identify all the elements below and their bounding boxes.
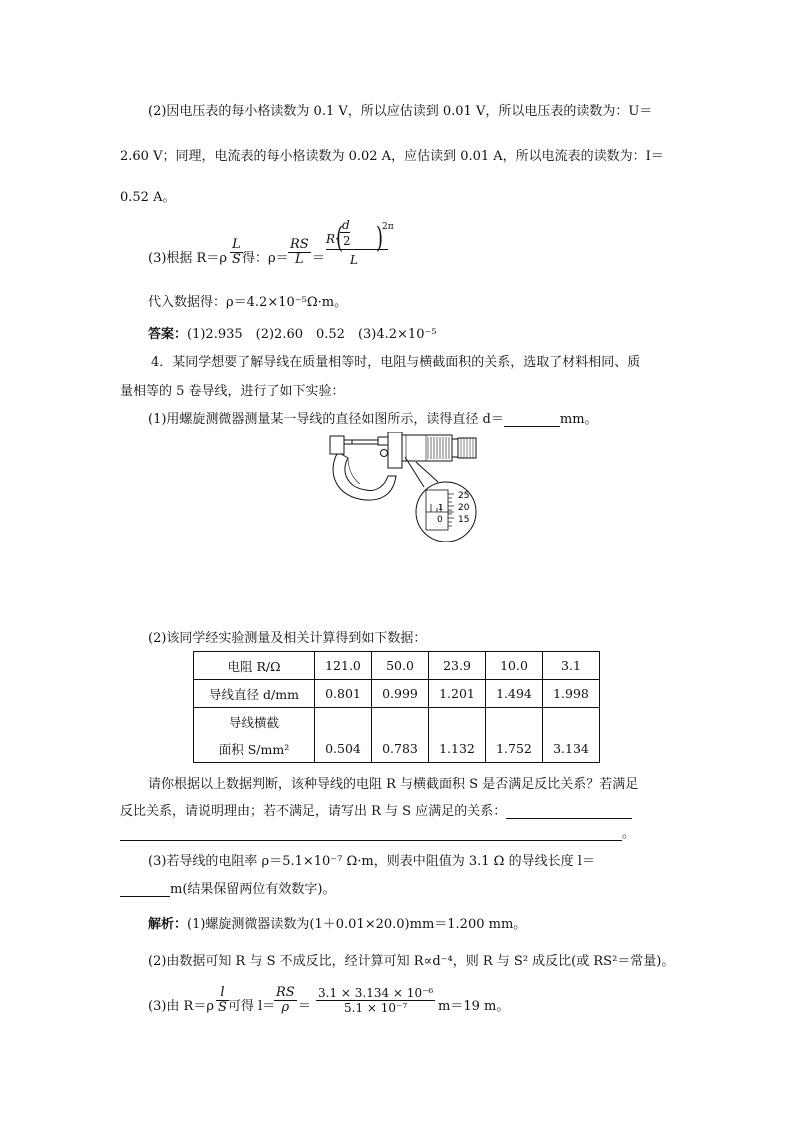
substitute-line: 代入数据得：ρ＝4.2×10⁻⁵Ω·m。 [148,295,348,310]
r-cell-2: 23.9 [429,652,486,680]
q4-sub2: (2)该同学经实验测量及相关计算得到如下数据： [148,631,427,646]
answer-label: 答案： [148,327,188,342]
r-cell-3: 10.0 [486,652,543,680]
scale-20: 20 [458,503,470,513]
answer-blank-d[interactable] [504,412,560,427]
r-cell-4: 3.1 [543,652,600,680]
sol3-frac3 [316,986,435,1015]
sol3-frac1 [216,986,229,1015]
sol3-frac2-num: RS [276,985,295,1000]
p3-frac1 [230,238,243,267]
q4-sub1-post: mm。 [559,412,598,427]
micrometer-diagram [326,432,496,542]
p3-frac2-den: L [295,252,304,267]
sol3-frac3-num: 3.1 × 3.134 × 10⁻⁶ [318,986,434,1000]
sol3-frac2 [274,986,297,1015]
judge-line1: 请你根据以上数据判断，该种导线的电阻 R 与横截面积 S 是否满足反比关系？若满足 [148,777,639,792]
judge-line2 [120,800,632,819]
d-cell-4: 1.998 [543,680,600,708]
p3-big-fraction [326,218,394,280]
data-table [193,651,600,763]
answer-blank-relation-2[interactable] [120,826,622,841]
d-cell-3: 1.494 [486,680,543,708]
judge-line3 [120,822,635,841]
answer-text: (1)2.935 (2)2.60 0.52 (3)4.2×10⁻⁵ [187,327,437,342]
solution-line1 [148,913,526,932]
s-header-1: 导线横截 [194,708,315,736]
s-cell-2: 1.132 [429,735,486,763]
d-cell-2: 1.201 [429,680,486,708]
judge-line2-text: 反比关系，请说明理由；若不满足，请写出 R 与 S 应满足的关系： [120,804,507,819]
sol3-frac1-den: S [218,1000,227,1015]
r-cell-0: 121.0 [315,652,372,680]
p3-frac2-num: RS [290,237,309,252]
q4-sub3-line2 [120,878,335,897]
d-cell-0: 0.801 [315,680,372,708]
q4-sub1 [148,408,598,427]
table-row-s [194,735,600,763]
big-den: L [350,253,358,267]
p3-frac1-num: L [230,238,243,253]
p2-line3: 0.52 A。 [120,190,176,205]
p3-mid: 得：ρ＝ [242,251,289,266]
big-d: d [342,218,350,232]
scale-25: 25 [458,491,470,501]
judge-end: 。 [622,826,636,841]
r-cell-1: 50.0 [372,652,429,680]
q4-line1: 4．某同学想要了解导线在质量相等时，电阻与横截面积的关系，选取了材料相同、质 [151,355,641,370]
sol3-frac2-den: ρ [281,1000,290,1015]
big-2: 2 [343,234,351,248]
p2-line2: 2.60 V；同理，电流表的每小格读数为 0.02 A，应估读到 0.01 A，所以电流表的读数为：I＝ [120,149,664,164]
answer-blank-length[interactable] [120,882,170,897]
s-cell-4: 3.134 [543,735,600,763]
sol3-prefix: (3)由 R＝ρ [148,999,214,1014]
table-row-r [194,652,600,680]
scale-1: 1 [438,503,444,512]
q4-sub3-line1: (3)若导线的电阻率 ρ＝5.1×10⁻⁷ Ω·m，则表中阻值为 3.1 Ω 的导线长度 l＝ [148,854,595,869]
q4-sub3-line2-text: m(结果保留两位有效数字)。 [170,882,336,897]
solution-line2: (2)由数据可知 R 与 S 不成反比，经计算可知 R∝d⁻⁴，则 R 与 S² 成反比(或 RS²＝常量)。 [148,954,675,969]
r-header: 电阻 R/Ω [194,652,315,680]
s-cell-3: 1.752 [486,735,543,763]
p3-frac1-den: S [232,252,241,267]
paren-right: ) [376,221,384,256]
big-num-r: R· [326,232,339,246]
scale-0: 0 [437,515,443,525]
paren-left: ( [336,221,344,256]
p3-eq: ＝ [312,251,326,266]
s-header-2: 面积 S/mm² [194,735,315,763]
big-frac-bar [326,249,388,250]
sol3-eq: ＝ [298,999,312,1014]
solution-label: 解析： [148,917,188,932]
answer-line [148,323,437,342]
big-pow: 2π [382,222,394,232]
answer-blank-relation-1[interactable] [506,804,632,819]
sol3-frac3-den: 5.1 × 10⁻⁷ [344,1001,408,1015]
s-cell-0: 0.504 [315,735,372,763]
sol3-result: m＝19 m。 [438,999,510,1014]
table-row-d [194,680,600,708]
q4-sub1-pre: (1)用螺旋测微器测量某一导线的直径如图所示，读得直径 d＝ [148,412,504,427]
scale-15: 15 [458,515,470,525]
p2-line1: (2)因电压表的每小格读数为 0.1 V，所以应估读到 0.01 V，所以电压表的读数为：U＝ [148,104,653,119]
table-row-s-top [194,708,600,736]
q4-line2: 量相等的 5 卷导线，进行了如下实验： [120,384,345,399]
p3-prefix: (3)根据 R＝ρ [148,251,227,266]
d-header: 导线直径 d/mm [194,680,315,708]
d-cell-1: 0.999 [372,680,429,708]
sol3-mid: 可得 l＝ [228,999,276,1014]
p3-frac2 [288,238,311,267]
sol3-frac1-num: l [216,986,229,1001]
solution-line1-text: (1)螺旋测微器读数为(1＋0.01×20.0)mm＝1.200 mm。 [187,917,527,932]
s-cell-1: 0.783 [372,735,429,763]
